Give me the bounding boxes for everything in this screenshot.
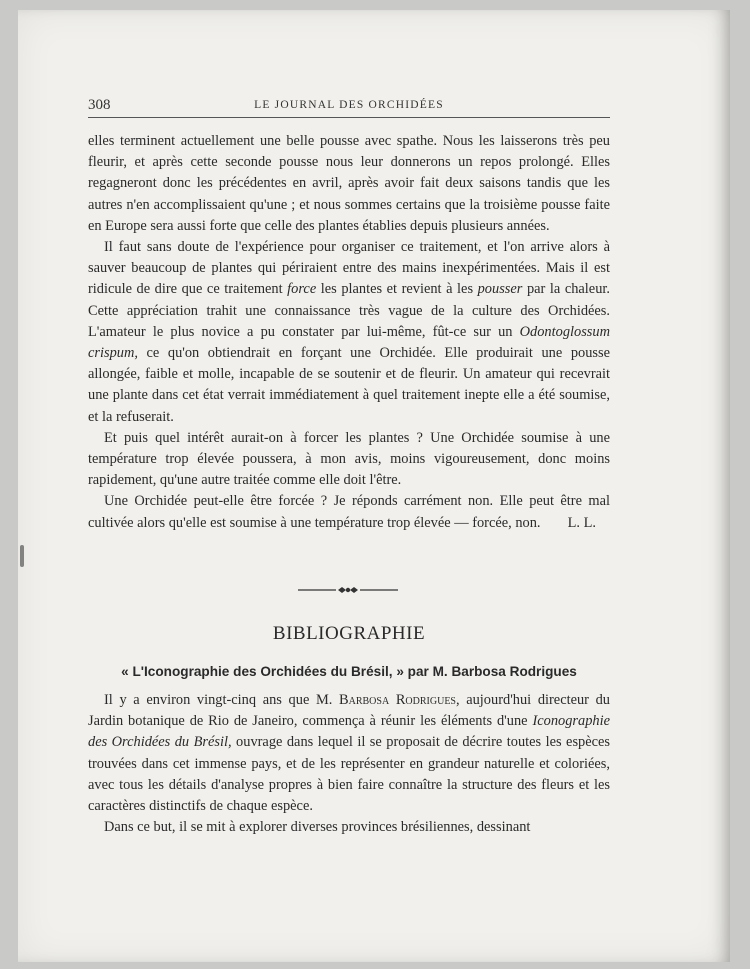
paragraph-1: elles terminent actuellement une belle pousse avec spathe. Nous les laisserons très peu fleurir, et après cette seconde pousse nous leur donnerons un repos prolongé. Elles regagneront donc les précédentes en avril, après avoir fait deux saisons tandis que les autres n'en accomplissaient qu'une ; et nous sommes certains que la troisième pousse faite en Europe sera aussi forte que celle des plantes établies depuis plusieurs années. — [88, 133, 610, 234]
emphasis-force: force — [287, 281, 317, 298]
paragraph-2-part-c: par la chaleur. Cette appréciation trahit une connaissance très vague de la culture des Orchidées. L'amateur le plus novice a pu constater par lui-même, fût-ce sur un — [88, 281, 610, 340]
paragraph-4: Une Orchidée peut-elle être forcée ? Je réponds carrément non. Elle peut être mal cultivée alors qu'elle est soumise à une température trop élevée — forcée, non. — [88, 493, 610, 531]
page-header — [88, 97, 610, 118]
bibliography-paragraph-1-part-a: Il y a environ vingt-cinq ans que M. — [104, 692, 340, 708]
page-number: 308 — [88, 97, 111, 113]
ornament-divider — [298, 584, 398, 596]
emphasis-odontoglossum: Odontoglossum crispum, — [88, 323, 610, 362]
section-subtitle: « L'Iconographie des Orchidées du Brésil, » par M. Barbosa Rodrigues — [121, 664, 577, 679]
signature: L. L. — [567, 514, 596, 531]
paragraph-2-part-b: les plantes et revient à les — [316, 281, 478, 298]
bibliography-paragraph-2: Dans ce but, il se mit à explorer diverses provinces brésiliennes, dessinant — [104, 819, 531, 836]
paragraph-2-part-d: ce qu'on obtiendrait en forçant une Orchidée. Elle produirait une pousse allongée, faible et molle, incapable de se soutenir et de fleurir. Un amateur qui recevrait une plante dans cet état verrait immédiatement à quel traitement inepte elle a été soumise, et la refuserait. — [88, 345, 610, 425]
emphasis-pousser: pousser — [477, 281, 523, 298]
bibliography-paragraph-1-part-b: , aujourd'hui directeur du Jardin botanique de Rio de Janeiro, commença à réunir les éléments d'une — [88, 692, 610, 730]
author-name: Barbosa Rodrigues — [339, 692, 456, 708]
running-title: LE JOURNAL DES ORCHIDÉES — [254, 99, 444, 111]
paragraph-2-part-a: Il faut sans doute de l'expérience pour organiser ce traitement, et l'on arrive alors à sauver beaucoup de plantes qui périraient entre des mains inexpérimentées. Mais il est ridicule de dire que ce traitement — [88, 239, 610, 298]
paragraph-2 — [88, 237, 610, 428]
bibliography-body — [88, 690, 610, 838]
section-title: BIBLIOGRAPHIE — [272, 623, 426, 644]
paragraph-3: Et puis quel intérêt aurait-on à forcer les plantes ? Une Orchidée soumise à une température trop élevée poussera, à mon avis, moins vigoureusement, donc moins rapidement, qu'une autre traitée comme elle doit l'être. — [88, 429, 610, 489]
gutter-mark — [20, 545, 24, 567]
article-body — [88, 131, 610, 534]
book-title: Iconographie des Orchidées du Brésil, — [88, 713, 610, 751]
bibliography-paragraph-1 — [88, 690, 610, 817]
bibliography-paragraph-1-part-c: ouvrage dans lequel il se proposait de décrire toutes les espèces trouvées dans cet immense pays, et de les représenter en grandeur naturelle et coloriées, avec tous les détails d'analyse propres à bien faire connaître la structure des fleurs et les caractères distinctifs de chaque espèce. — [88, 734, 610, 815]
